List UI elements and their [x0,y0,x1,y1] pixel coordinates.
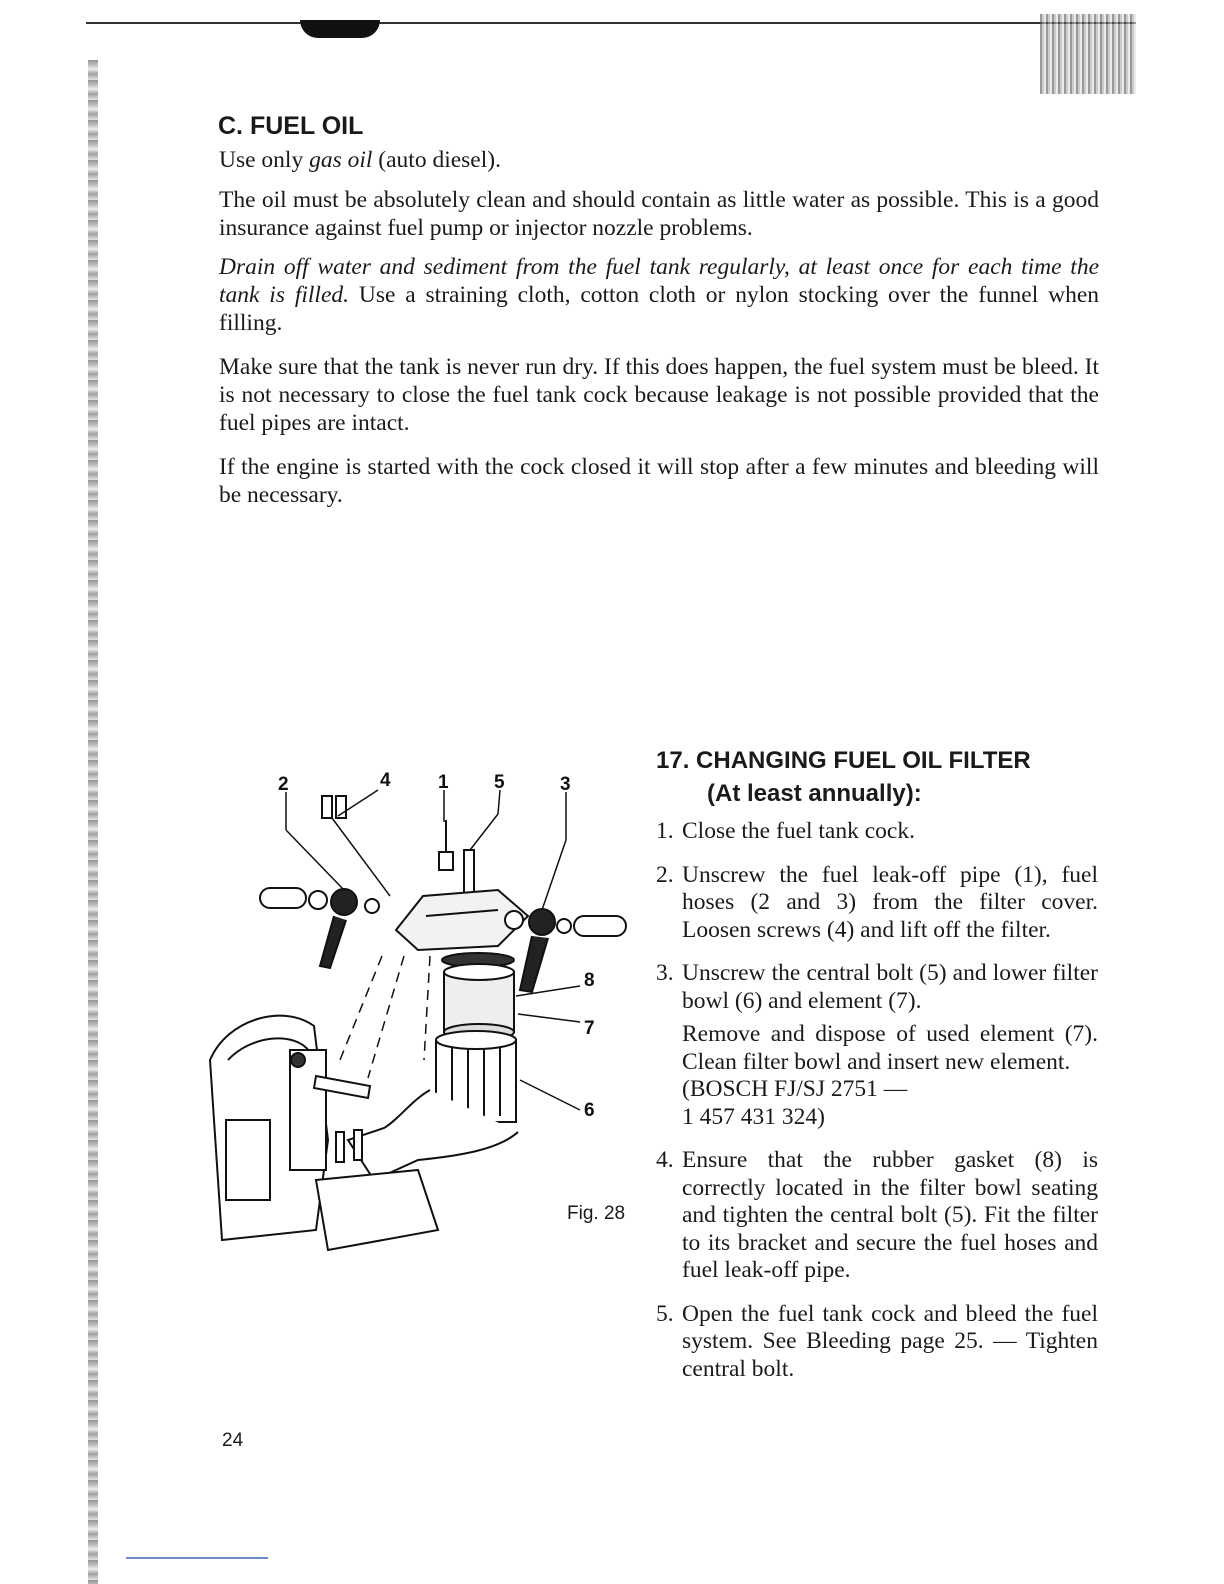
step-extra [682,1021,1098,1131]
part-ref-line1: (BOSCH FJ/SJ 2751 — [682,1076,908,1102]
label-4: 4 [380,770,391,791]
paragraph-clean-oil: The oil must be absolutely clean and should contain as little water as possible. This is a good insurance against fuel pump or injector nozzle problems. [219,187,1099,241]
step-number: 2. [656,861,674,888]
step-number: 4. [656,1147,674,1173]
section-17-title: 17. CHANGING FUEL OIL FILTER [656,747,1031,774]
p3-post: Use a straining cloth, cotton cloth or nylon stocking over the funnel when filling. [219,282,1099,336]
label-7: 7 [584,1018,595,1039]
step-number: 3. [656,960,674,986]
label-3: 3 [560,774,571,795]
part-ref-line2: 1 457 431 324) [682,1103,825,1130]
step-item [656,1301,1098,1384]
figure-caption: Fig. 28 [567,1203,626,1224]
step-number: 1. [656,818,674,844]
step-item [656,1147,1098,1285]
label-1: 1 [438,772,449,793]
filter-change-steps [656,818,1098,1399]
fuel-filter-figure [198,760,638,1360]
fuel-filter-illustration [198,760,638,1360]
step-text: Close the fuel tank cock. [682,818,915,844]
step-text: Unscrew the fuel leak-off pipe (1), fuel hoses (2 and 3) from the filter cover. Loosen screws (4) and lift off the filter. [682,861,1098,943]
section-c-heading: C. FUEL OIL [218,112,364,140]
step-text: Ensure that the rubber gasket (8) is correctly located in the filter bowl seating and tighten the central bolt (5). Fit the filter to its bracket and secure the fuel hoses and fuel leak-off pipe. [682,1147,1098,1283]
label-2: 2 [278,774,289,795]
p3-emphasis: Drain off water and sediment from the fuel tank regularly, at least once for each time the tank is filled. [219,254,1099,308]
scan-edge-left [88,60,98,1584]
step-item [656,818,1098,846]
step-item [656,862,1098,945]
scan-edge-top [86,22,1136,24]
step-number: 5. [656,1300,674,1327]
section-17-heading [656,744,1096,810]
scan-corner [1040,14,1136,94]
paragraph-cock-closed: If the engine is started with the cock closed it will stop after a few minutes and bleeding will be necessary. [219,454,1099,508]
label-6: 6 [584,1100,595,1121]
step-item [656,960,1098,1131]
p1-pre: Use only [219,147,310,173]
paragraph-never-dry: Make sure that the tank is never run dry. If this does happen, the fuel system must be bleed. It is not necessary to close the fuel tank cock because leakage is not possible provided that the fuel pipes are intact. [219,354,1099,436]
step-text: Unscrew the central bolt (5) and lower filter bowl (6) and element (7). [682,960,1098,1014]
step-extra-text: Remove and dispose of used element (7). Clean filter bowl and insert new element. [682,1021,1098,1075]
paragraph-gas-oil [219,146,1099,174]
page-number: 24 [222,1430,244,1451]
section-17-subtitle: (At least annually): [707,780,922,807]
bottom-rule [126,1557,268,1559]
p1-emphasis: gas oil [309,147,373,173]
label-5: 5 [494,772,505,793]
label-8: 8 [584,970,595,991]
step-text: Open the fuel tank cock and bleed the fuel system. See Bleeding page 25. — Tighten central bolt. [682,1300,1098,1382]
scan-mark [300,20,380,38]
paragraph-drain-water [219,253,1099,337]
p1-post: (auto diesel). [372,147,501,173]
